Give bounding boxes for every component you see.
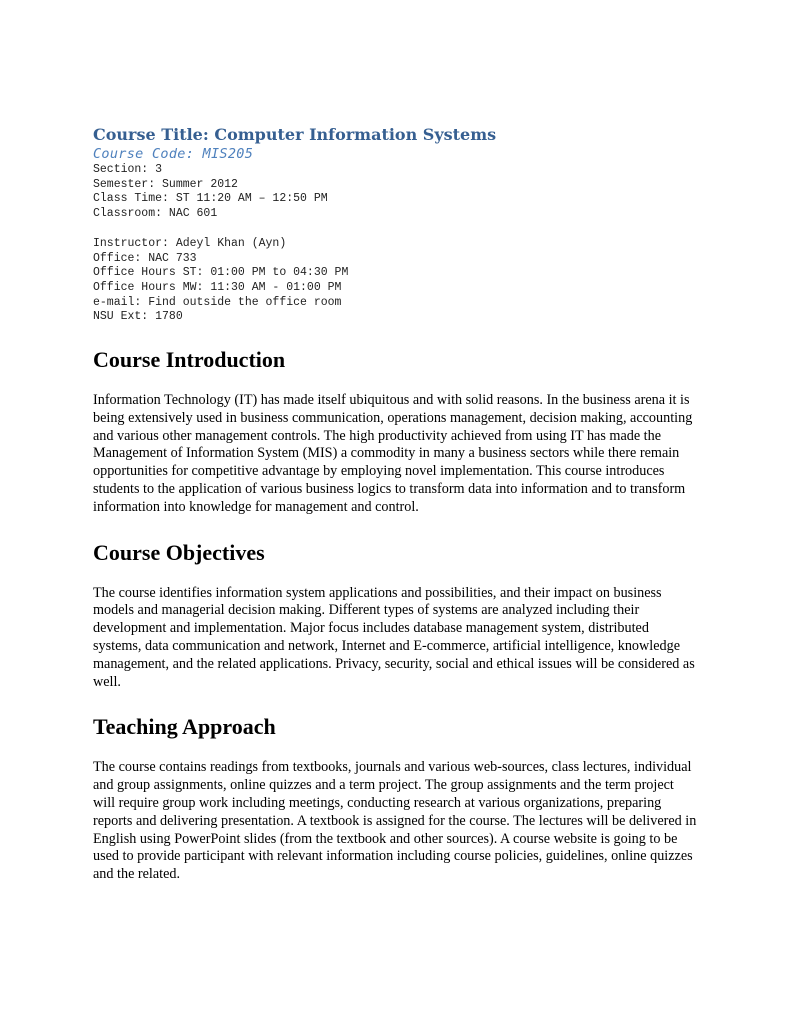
- office-hours-mw-line: Office Hours MW: 11:30 AM - 01:00 PM: [93, 280, 342, 294]
- email-line: e-mail: Find outside the office room: [93, 295, 342, 309]
- semester-line: Semester: Summer 2012: [93, 177, 238, 191]
- document-page: [93, 124, 699, 884]
- instructor-info-block: [93, 237, 699, 325]
- course-introduction-text: Information Technology (IT) has made itself ubiquitous and with solid reasons. In the business arena it is being extensively used in business communication, operations management, decision making, accounting and various other management controls. The high productivity achieved from using IT has made the Management of Information System (MIS) a commodity in many a business sectors while there remain opportunities for competitive advantage by employing novel implementation. This course introduces students to the application of various business logics to transform data into information and to transform information into knowledge for management and control.: [93, 392, 693, 515]
- course-objectives-text: The course identifies information system applications and possibilities, and their impact on business models and managerial decision making. Different types of systems are analyzed including their development and implementation. Major focus includes database management system, distributed systems, data communication and network, Internet and E-commerce, artificial intelligence, knowledge management, and the related applications. Privacy, security, social and ethical issues will be considered as well.: [93, 584, 695, 690]
- nsu-ext-line: NSU Ext: 1780: [93, 310, 183, 324]
- office-line: Office: NAC 733: [93, 251, 197, 265]
- course-objectives-heading: Course Objectives: [93, 539, 265, 565]
- teaching-approach-heading: Teaching Approach: [93, 714, 276, 740]
- course-code: Course Code: MIS205: [93, 146, 254, 162]
- instructor-line: Instructor: Adeyl Khan (Ayn): [93, 236, 287, 250]
- class-info-block: [93, 163, 699, 222]
- section-line: Section: 3: [93, 163, 163, 176]
- teaching-approach-text: The course contains readings from textbooks, journals and various web-sources, class lectures, individual and group assignments, online quizzes and a term project. The group assignments and the term project will require group work including meetings, conducting research at various organizations, preparing reports and delivering presentation. A textbook is assigned for the course. The lectures will be delivered in English using PowerPoint slides (from the textbook and other sources). A course website is going to be used to provide participant with relevant information including course policies, guidelines, online quizzes and the related.: [93, 759, 697, 883]
- classroom-line: Classroom: NAC 601: [93, 207, 218, 221]
- course-introduction-heading: Course Introduction: [93, 347, 286, 373]
- class-time-line: Class Time: ST 11:20 AM – 12:50 PM: [93, 192, 328, 206]
- course-title: Course Title: Computer Information Systems: [93, 125, 497, 144]
- office-hours-st-line: Office Hours ST: 01:00 PM to 04:30 PM: [93, 266, 349, 280]
